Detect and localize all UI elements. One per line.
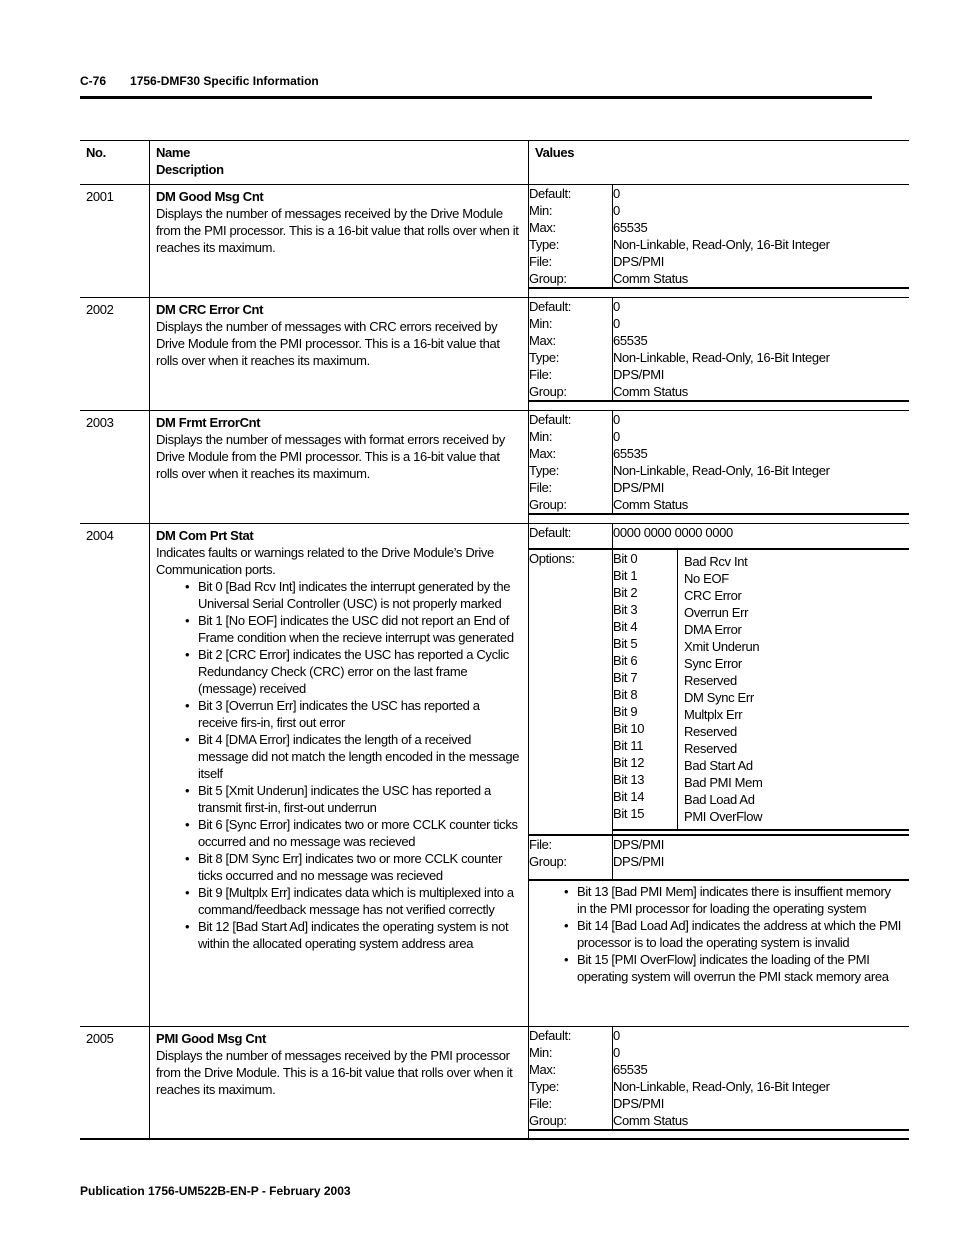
table-row bbox=[80, 524, 909, 1027]
param-values bbox=[529, 185, 910, 298]
list-item: • Bit 13 [Bad PMI Mem] indicates there is insuffient memory in the PMI processor for loading the operating system bbox=[577, 883, 903, 917]
header-no: No. bbox=[80, 141, 150, 185]
table-row bbox=[80, 298, 909, 411]
table-row bbox=[80, 411, 909, 524]
file-group-values: DPS/PMI DPS/PMI bbox=[613, 836, 910, 880]
options-table bbox=[613, 550, 910, 835]
table-row bbox=[80, 1027, 909, 1139]
list-item: • Bit 6 [Sync Error] indicates two or more CCLK counter ticks occurred and no message was recieved bbox=[198, 816, 522, 850]
param-cell bbox=[150, 411, 529, 524]
header-name-description bbox=[150, 141, 529, 185]
param-name: PMI Good Msg Cnt bbox=[156, 1031, 266, 1046]
param-number: 2004 bbox=[80, 524, 150, 1027]
value-values: 0 0 65535 Non-Linkable, Read-Only, 16-Bit Integer DPS/PMI Comm Status bbox=[613, 411, 910, 514]
option-names: Bad Rcv Int No EOF CRC Error Overrun Err DMA Error Xmit Underun Sync Error Reserved DM Sync Err Multplx Err Reserved Reserved Bad Start Ad Bad PMI Mem Bad Load Ad PMI OverFlow bbox=[678, 550, 910, 830]
bit-description-list bbox=[529, 881, 909, 989]
list-item: • Bit 14 [Bad Load Ad] indicates the address at which the PMI processor is to load the operating system is invalid bbox=[577, 917, 903, 951]
list-item: • Bit 1 [No EOF] indicates the USC did not report an End of Frame condition when the recieve interrupt was generated bbox=[198, 612, 522, 646]
param-values bbox=[529, 524, 910, 1027]
param-cell bbox=[150, 298, 529, 411]
param-number: 2003 bbox=[80, 411, 150, 524]
value-labels: Default: Min: Max: Type: File: Group: bbox=[529, 1027, 613, 1130]
value-labels: Default: Min: Max: Type: File: Group: bbox=[529, 298, 613, 401]
list-item: • Bit 4 [DMA Error] indicates the length of a received message did not match the length encoded in the message itself bbox=[198, 731, 522, 782]
default-value: 0000 0000 0000 0000 bbox=[613, 524, 910, 549]
param-name: DM Com Prt Stat bbox=[156, 528, 254, 543]
header-rule bbox=[80, 96, 872, 99]
param-cell bbox=[150, 1027, 529, 1139]
file-group-labels: File: Group: bbox=[529, 836, 613, 880]
param-description: Indicates faults or warnings related to the Drive Module’s Drive Communication ports. bbox=[156, 545, 494, 577]
header-description: Description bbox=[156, 162, 224, 177]
default-label: Default: bbox=[529, 524, 613, 549]
bit-description-list bbox=[156, 578, 522, 952]
option-bits: Bit 0 Bit 1 Bit 2 Bit 3 Bit 4 Bit 5 Bit 6 Bit 7 Bit 8 Bit 9 Bit 10 Bit 11 Bit 12 Bit 13 Bit 14 Bit 15 bbox=[613, 550, 678, 830]
param-number: 2005 bbox=[80, 1027, 150, 1139]
list-item: • Bit 3 [Overrun Err] indicates the USC has reported a receive firs-in, first out error bbox=[198, 697, 522, 731]
param-values bbox=[529, 1027, 910, 1139]
param-description: Displays the number of messages with CRC errors received by Drive Module from the PMI processor. This is a 16-bit value that rolls over when it reaches its maximum. bbox=[156, 319, 500, 368]
value-values: 0 0 65535 Non-Linkable, Read-Only, 16-Bit Integer DPS/PMI Comm Status bbox=[613, 298, 910, 401]
list-item: • Bit 2 [CRC Error] indicates the USC has reported a Cyclic Redundancy Check (CRC) error on the last frame (message) received bbox=[198, 646, 522, 697]
param-number: 2001 bbox=[80, 185, 150, 298]
param-cell bbox=[150, 524, 529, 1027]
value-values: 0 0 65535 Non-Linkable, Read-Only, 16-Bit Integer DPS/PMI Comm Status bbox=[613, 185, 910, 288]
list-item: • Bit 12 [Bad Start Ad] indicates the operating system is not within the allocated operating system address area bbox=[198, 918, 522, 952]
list-item: • Bit 0 [Bad Rcv Int] indicates the interrupt generated by the Universal Serial Controller (USC) is not properly marked bbox=[198, 578, 522, 612]
table-header-row bbox=[80, 141, 909, 185]
value-labels: Default: Min: Max: Type: File: Group: bbox=[529, 411, 613, 514]
page-number: C-76 bbox=[80, 74, 107, 88]
param-number: 2002 bbox=[80, 298, 150, 411]
param-name: DM Frmt ErrorCnt bbox=[156, 415, 261, 430]
list-item: • Bit 8 [DM Sync Err] indicates two or more CCLK counter ticks occurred and no message was recieved bbox=[198, 850, 522, 884]
param-name: DM Good Msg Cnt bbox=[156, 189, 264, 204]
param-description: Displays the number of messages received by the Drive Module from the PMI processor. This is a 16-bit value that rolls over when it reaches its maximum. bbox=[156, 206, 519, 255]
param-description: Displays the number of messages received by the PMI processor from the Drive Module. This is a 16-bit value that rolls over when it reaches its maximum. bbox=[156, 1048, 513, 1097]
param-name: DM CRC Error Cnt bbox=[156, 302, 264, 317]
value-labels: Default: Min: Max: Type: File: Group: bbox=[529, 185, 613, 288]
header-values: Values bbox=[529, 141, 910, 185]
page-header bbox=[80, 74, 319, 88]
publication-footer: Publication 1756-UM522B-EN-P - February 2003 bbox=[80, 1184, 351, 1198]
table-row bbox=[80, 185, 909, 298]
section-title: 1756-DMF30 Specific Information bbox=[130, 74, 319, 88]
value-values: 0 0 65535 Non-Linkable, Read-Only, 16-Bit Integer DPS/PMI Comm Status bbox=[613, 1027, 910, 1130]
options-label: Options: bbox=[529, 550, 613, 835]
header-name: Name bbox=[156, 145, 191, 160]
list-item: • Bit 5 [Xmit Underun] indicates the USC has reported a transmit first-in, first-out underrun bbox=[198, 782, 522, 816]
parameter-table bbox=[80, 140, 909, 1140]
param-values bbox=[529, 298, 910, 411]
param-description: Displays the number of messages with format errors received by Drive Module from the PMI processor. This is a 16-bit value that rolls over when it reaches its maximum. bbox=[156, 432, 505, 481]
list-item: • Bit 9 [Multplx Err] indicates data which is multiplexed into a command/feedback message has not verified correctly bbox=[198, 884, 522, 918]
param-values bbox=[529, 411, 910, 524]
list-item: • Bit 15 [PMI OverFlow] indicates the loading of the PMI operating system will overrun the PMI stack memory area bbox=[577, 951, 903, 985]
param-cell bbox=[150, 185, 529, 298]
